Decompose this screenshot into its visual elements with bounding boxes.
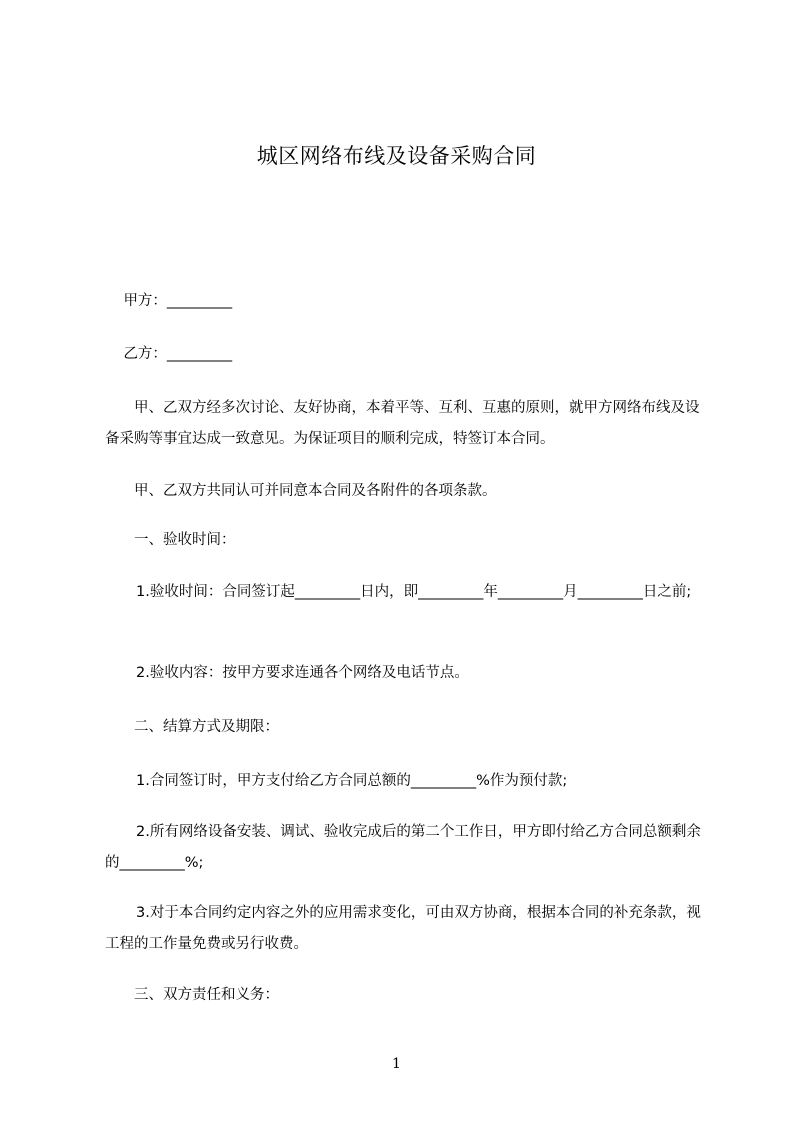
intro-paragraph: 甲、乙双方经多次讨论、友好协商，本着平等、互利、互惠的原则，就甲方网络布线及设备采购等事宜达成一致意见。为保证项目的顺利完成，特签订本合同。 [105,400,700,447]
section-1-heading: 一、验收时间： [134,532,236,548]
document-title: 城区网络布线及设备采购合同 [256,144,537,168]
section-2-item-2: 2.所有网络设备安装、调试、验收完成后的第二个工作日，甲方即付给乙方合同总额剩余的_________%; [105,824,701,871]
party-b-text: 乙方：_________ [123,346,233,362]
party-a-text: 甲方：_________ [123,293,233,309]
section-2-item-3: 3.对于本合同约定内容之外的应用需求变化，可由双方协商，根据本合同的补充条款，视工程的工作量免费或另行收费。 [105,905,701,952]
section-1-item-2: 2.验收内容：按甲方要求连通各个网络及电话节点。 [136,665,469,681]
agreement-paragraph: 甲、乙双方共同认可并同意本合同及各附件的各项条款。 [134,483,497,499]
section-2-item-1: 1.合同签订时，甲方支付给乙方合同总额的_________%作为预付款; [136,773,568,789]
section-2-heading: 二、结算方式及期限： [134,719,279,735]
section-3-heading: 三、双方责任和义务： [134,987,279,1003]
party-b-line [105,339,703,370]
party-a-line [105,286,703,317]
page-number: 1 [392,1056,401,1072]
section-1-item-1: 1.验收时间：合同签订起_________日内，即_________年_________月_________日之前; [136,584,692,600]
